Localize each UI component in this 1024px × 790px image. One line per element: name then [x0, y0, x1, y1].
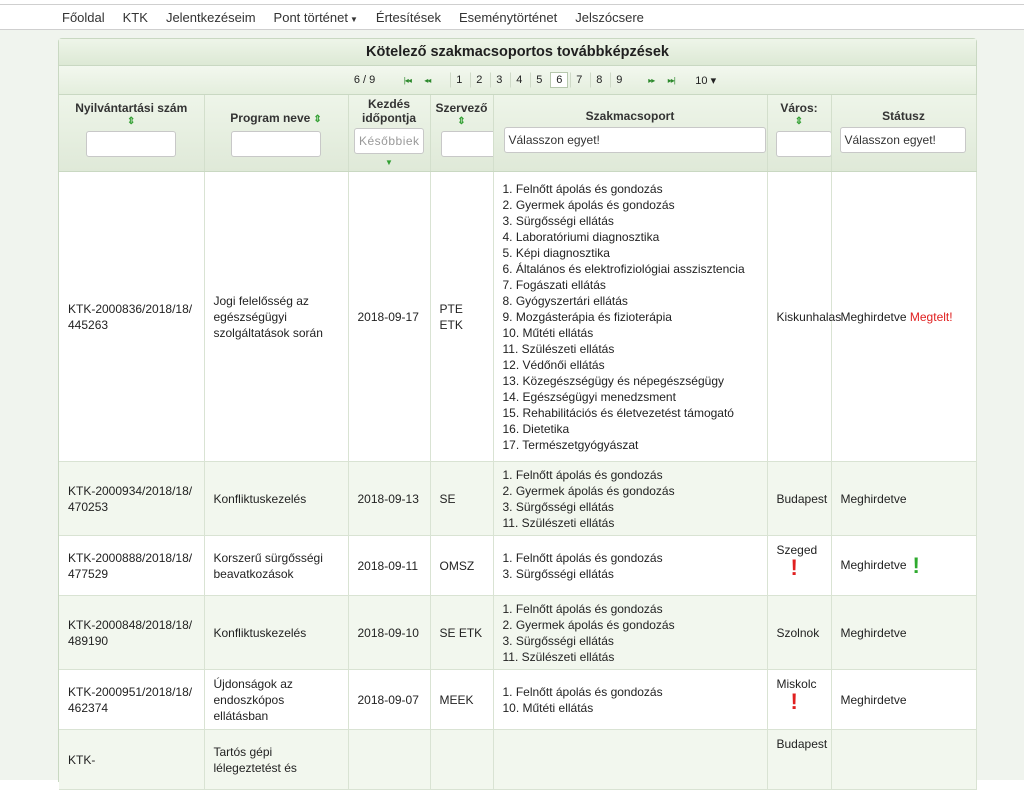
cell-nyilv: KTK-2000951/2018/18/462374: [59, 670, 204, 730]
cell-statusz: [831, 536, 976, 596]
szakma-item: 16. Dietetika: [502, 421, 570, 436]
cell-szervezo: MEEK: [430, 670, 493, 730]
cell-nyilv: KTK-: [59, 730, 204, 790]
pager-page-8[interactable]: 8: [590, 72, 608, 88]
panel-title: Kötelező szakmacsoportos továbbképzések: [59, 39, 976, 66]
nav-ertesitesek[interactable]: Értesítések: [375, 9, 441, 25]
cell-szervezo: [430, 730, 493, 790]
filter-date-select[interactable]: Későbbiek: [354, 128, 424, 154]
cell-varos: [767, 462, 831, 536]
szakma-item: 1. Felnőtt ápolás és gondozás: [502, 550, 663, 565]
city-name: Szolnok: [776, 625, 820, 640]
cell-kezdes: 2018-09-10: [348, 596, 430, 670]
pager-prev-button[interactable]: ◂◂: [424, 75, 431, 85]
cell-nyilv: KTK-2000934/2018/18/470253: [59, 462, 204, 536]
szakma-item: 13. Közegészségügy és népegészségügy: [502, 373, 724, 388]
filter-nyilv-input[interactable]: [86, 131, 176, 157]
nav-pont-tortenet-label: Pont történet: [273, 9, 348, 25]
filter-szervezo-input[interactable]: [441, 131, 499, 157]
nav-fooldal[interactable]: Főoldal: [62, 9, 105, 25]
cell-program: Konfliktuskezelés: [204, 462, 348, 536]
col-header-statusz: [831, 95, 976, 172]
szakma-item: 11. Szülészeti ellátás: [502, 515, 615, 530]
cell-varos: [767, 596, 831, 670]
cell-nyilv: KTK-2000836/2018/18/445263: [59, 172, 204, 462]
top-navigation: [0, 4, 1024, 30]
warning-exclamation-icon: !: [790, 555, 798, 580]
col-header-varos[interactable]: [767, 95, 831, 172]
col-label-program: Program neve: [230, 111, 311, 125]
warning-exclamation-icon: !: [790, 689, 798, 714]
pager-next-button[interactable]: ▸▸: [648, 75, 655, 85]
pager-page-1[interactable]: 1: [450, 72, 468, 88]
table-body: [59, 172, 976, 790]
cell-kezdes: 2018-09-17: [348, 172, 430, 462]
sort-icon[interactable]: ⇕: [313, 114, 322, 125]
pager-last-button[interactable]: ▸▸|: [667, 75, 675, 85]
courses-table: [59, 95, 977, 790]
szakma-item: 3. Sürgősségi ellátás: [502, 633, 614, 648]
cell-statusz: [831, 670, 976, 730]
pager-page-7[interactable]: 7: [570, 72, 588, 88]
szakma-item: 1. Felnőtt ápolás és gondozás: [502, 601, 663, 616]
status-text: Meghirdetve: [840, 625, 907, 640]
szakma-item: 2. Gyermek ápolás és gondozás: [502, 483, 675, 498]
nav-pont-tortenet[interactable]: [274, 10, 358, 25]
cell-program: Jogi felelősség az egészségügyi szolgáltatások során: [204, 172, 348, 462]
table-row[interactable]: [59, 596, 976, 670]
notice-exclamation-icon: !: [912, 552, 920, 578]
nav-esemenytortenet[interactable]: Eseménytörténet: [458, 9, 558, 25]
status-text: Meghirdetve: [840, 558, 907, 573]
szakma-item: 12. Védőnői ellátás: [502, 357, 605, 372]
cell-varos: [767, 730, 831, 790]
szakma-item: 7. Fogászati ellátás: [502, 277, 606, 292]
szakma-item: 1. Felnőtt ápolás és gondozás: [502, 684, 663, 699]
szakma-item: 11. Szülészeti ellátás: [502, 341, 615, 356]
szakma-item: 4. Laboratóriumi diagnosztika: [502, 229, 660, 244]
status-text: Meghirdetve: [840, 692, 907, 707]
szakma-item: 1. Felnőtt ápolás és gondozás: [502, 467, 663, 482]
table-row[interactable]: [59, 730, 976, 790]
col-header-szakma: [493, 95, 767, 172]
nav-jelentkezeseim[interactable]: Jelentkezéseim: [165, 9, 256, 25]
cell-program: Korszerű sürgősségi beavatkozások: [204, 536, 348, 596]
szakma-item: 10. Műtéti ellátás: [502, 325, 594, 340]
pager-info: 6 / 9: [353, 74, 376, 86]
status-full-badge: Megtelt!: [909, 309, 953, 324]
cell-varos: [767, 536, 831, 596]
pager-first-button[interactable]: |◂◂: [403, 75, 411, 85]
cell-szakmacsoport: [493, 462, 767, 536]
szakma-item: 2. Gyermek ápolás és gondozás: [502, 617, 675, 632]
szakma-item: 6. Általános és elektrofiziológiai asszisztencia: [502, 261, 745, 276]
col-header-kezdes[interactable]: [348, 95, 430, 172]
cell-kezdes: 2018-09-07: [348, 670, 430, 730]
pager-page-6[interactable]: 6: [550, 72, 568, 88]
szakma-item: 9. Mozgásterápia és fizioterápia: [502, 309, 672, 324]
szakma-item: 2. Gyermek ápolás és gondozás: [502, 197, 675, 212]
col-header-program[interactable]: [204, 95, 348, 172]
city-name: Szeged: [776, 543, 818, 557]
szakma-item: 8. Gyógyszertári ellátás: [502, 293, 628, 308]
col-header-szervezo[interactable]: [430, 95, 493, 172]
col-header-nyilv[interactable]: [59, 95, 204, 172]
table-header-row: [59, 95, 976, 172]
pager-page-2[interactable]: 2: [470, 72, 488, 88]
cell-statusz: [831, 730, 976, 790]
chevron-down-icon: ▼: [385, 158, 393, 167]
nav-jelszocsere[interactable]: Jelszócsere: [575, 9, 644, 25]
table-row[interactable]: [59, 172, 976, 462]
table-row[interactable]: [59, 536, 976, 596]
col-label-szakma: Szakmacsoport: [585, 109, 675, 123]
pager-page-3[interactable]: 3: [490, 72, 508, 88]
city-name: Kiskunhalas: [776, 309, 842, 324]
cell-szakmacsoport: [493, 172, 767, 462]
table-row[interactable]: [59, 670, 976, 730]
city-name: Miskolc: [776, 677, 817, 691]
cell-program: Újdonságok az endoszkópos ellátásban: [204, 670, 348, 730]
col-label-nyilv: Nyilvántartási szám: [75, 101, 188, 115]
filter-varos-input[interactable]: [776, 131, 832, 157]
filter-statusz-select[interactable]: Válasszon egyet!: [840, 127, 966, 153]
szakma-item: 5. Képi diagnosztika: [502, 245, 610, 260]
cell-statusz: [831, 172, 976, 462]
courses-panel: [58, 38, 977, 782]
cell-kezdes: [348, 730, 430, 790]
cell-nyilv: KTK-2000848/2018/18/489190: [59, 596, 204, 670]
szakma-item: 3. Sürgősségi ellátás: [502, 213, 614, 228]
cell-varos: [767, 172, 842, 462]
city-name: Budapest: [776, 737, 828, 751]
col-label-statusz: Státusz: [882, 109, 925, 123]
cell-szakmacsoport: [493, 670, 767, 730]
filter-program-input[interactable]: [231, 131, 321, 157]
cell-statusz: [831, 462, 976, 536]
cell-statusz: [831, 596, 976, 670]
pager-pages: [449, 72, 629, 88]
cell-program: Konfliktuskezelés: [204, 596, 348, 670]
nav-ktk[interactable]: KTK: [122, 9, 148, 25]
cell-szakmacsoport: [493, 730, 767, 790]
cell-kezdes: 2018-09-11: [348, 536, 430, 596]
szakma-item: 15. Rehabilitációs és életvezetést támogató: [502, 405, 734, 420]
szakma-item: 14. Egészségügyi menedzsment: [502, 389, 676, 404]
pager-page-4[interactable]: 4: [510, 72, 528, 88]
cell-szervezo: SE ETK: [430, 596, 493, 670]
sort-icon[interactable]: ⇕: [794, 116, 804, 127]
dropdown-caret-icon: ▼: [350, 14, 358, 24]
pager: [59, 66, 976, 95]
cell-kezdes: 2018-09-13: [348, 462, 430, 536]
status-text: Meghirdetve: [840, 491, 907, 506]
col-label-varos: Város:: [780, 101, 818, 115]
status-text: Meghirdetve: [840, 309, 907, 324]
sort-icon[interactable]: ⇕: [127, 116, 136, 127]
col-label-kezdes: Kezdés időpontja: [362, 97, 416, 125]
cell-szakmacsoport: [493, 536, 767, 596]
szakma-item: 1. Felnőtt ápolás és gondozás: [502, 181, 663, 196]
cell-szakmacsoport: [493, 596, 767, 670]
pager-page-9[interactable]: 9: [610, 72, 628, 88]
city-name: Budapest: [776, 491, 828, 506]
page-size-select[interactable]: 10 ▾: [695, 74, 717, 87]
pager-page-5[interactable]: 5: [530, 72, 548, 88]
cell-szervezo: OMSZ: [430, 536, 493, 596]
col-label-szervezo: Szervező: [435, 101, 488, 115]
table-row[interactable]: [59, 462, 976, 536]
szakma-item: 3. Sürgősségi ellátás: [502, 566, 614, 581]
filter-szakma-select[interactable]: Válasszon egyet!: [504, 127, 766, 153]
nav-list: [0, 5, 1024, 29]
szakma-item: 17. Természetgyógyászat: [502, 437, 639, 452]
cell-varos: [767, 670, 831, 730]
cell-program: Tartós gépi lélegeztetést és: [204, 730, 348, 790]
szakma-item: 11. Szülészeti ellátás: [502, 649, 615, 664]
cell-szervezo: SE: [430, 462, 493, 536]
szakma-item: 3. Sürgősségi ellátás: [502, 499, 614, 514]
cell-nyilv: KTK-2000888/2018/18/477529: [59, 536, 204, 596]
sort-icon[interactable]: ⇕: [457, 116, 466, 127]
szakma-item: 10. Műtéti ellátás: [502, 700, 594, 715]
cell-szervezo: PTE ETK: [430, 172, 493, 462]
